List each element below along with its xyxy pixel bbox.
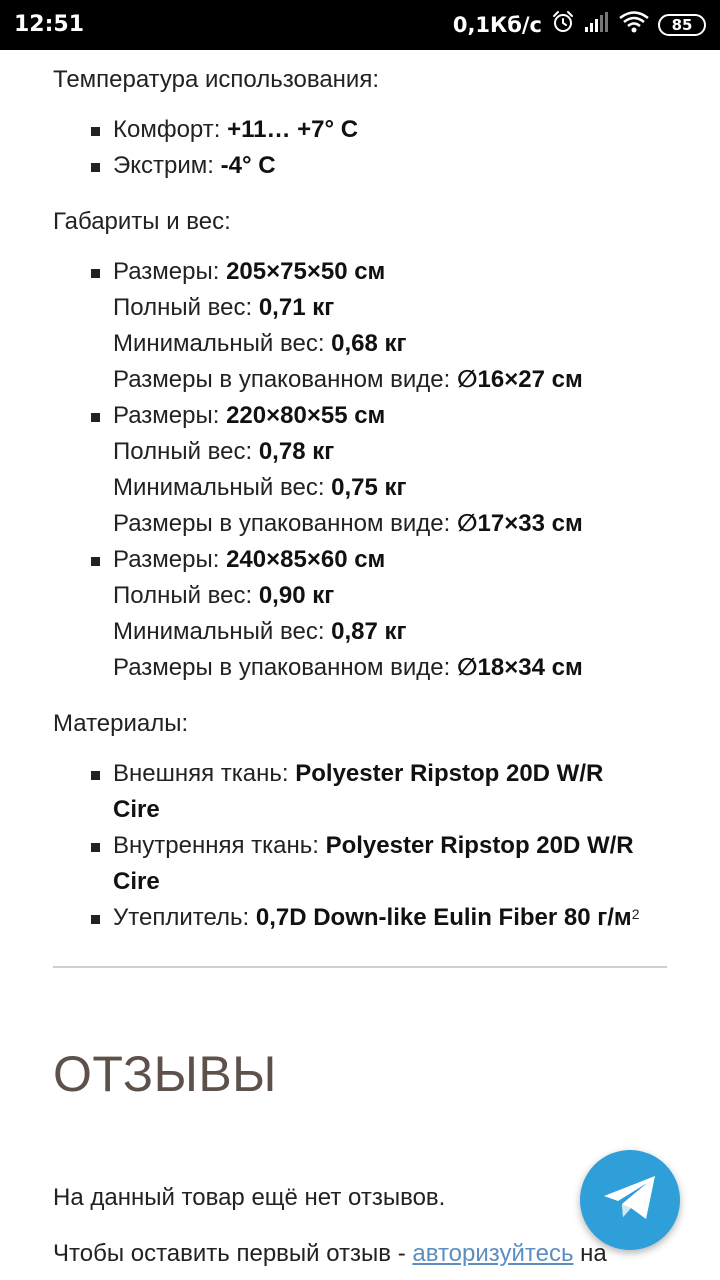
alarm-icon [551, 10, 575, 40]
list-item: Размеры: 205×75×50 см Полный вес: 0,71 кг Минимальный вес: 0,68 кг Размеры в упакованном виде: ∅16×27 см [113, 254, 667, 398]
list-item: Размеры: 240×85×60 см Полный вес: 0,90 кг Минимальный вес: 0,87 кг Размеры в упакованном виде: ∅18×34 см [113, 542, 667, 686]
reviews-heading: ОТЗЫВЫ [53, 1046, 277, 1102]
section-divider [53, 966, 667, 968]
status-bar [0, 0, 720, 50]
network-speed: 0,1Кб/с [452, 13, 542, 37]
materials-list [53, 756, 667, 936]
list-item: Внутренняя ткань: Polyester Ripstop 20D W/R Cire [113, 828, 667, 900]
product-description [53, 50, 667, 1272]
temperature-title: Температура использования: [53, 66, 379, 93]
temperature-list [53, 112, 667, 184]
no-reviews-text: На данный товар ещё нет отзывов. [53, 1184, 446, 1211]
dimensions-title: Габариты и вес: [53, 208, 231, 235]
list-item: Внешняя ткань: Polyester Ripstop 20D W/R Cire [113, 756, 667, 828]
telegram-button[interactable] [580, 1150, 680, 1250]
dimensions-list [53, 254, 667, 686]
battery-icon: 85 [658, 14, 706, 36]
list-item: Размеры: 220×80×55 см Полный вес: 0,78 кг Минимальный вес: 0,75 кг Размеры в упакованном виде: ∅17×33 см [113, 398, 667, 542]
signal-icon [584, 11, 610, 39]
wifi-icon [619, 11, 649, 39]
telegram-icon [601, 1173, 659, 1228]
status-icons [453, 10, 706, 40]
list-item: Комфорт: +11… +7° С [113, 112, 667, 148]
materials-title: Материалы: [53, 710, 189, 737]
leave-review-text: Чтобы оставить первый отзыв - авторизуйтесь на [53, 1240, 607, 1267]
status-time: 12:51 [14, 12, 85, 37]
list-item: Утеплитель: 0,7D Down-like Eulin Fiber 80 $г/м^2$ [113, 900, 667, 936]
list-item: Экстрим: -4° С [113, 148, 667, 184]
login-link[interactable]: авторизуйтесь [412, 1240, 574, 1267]
